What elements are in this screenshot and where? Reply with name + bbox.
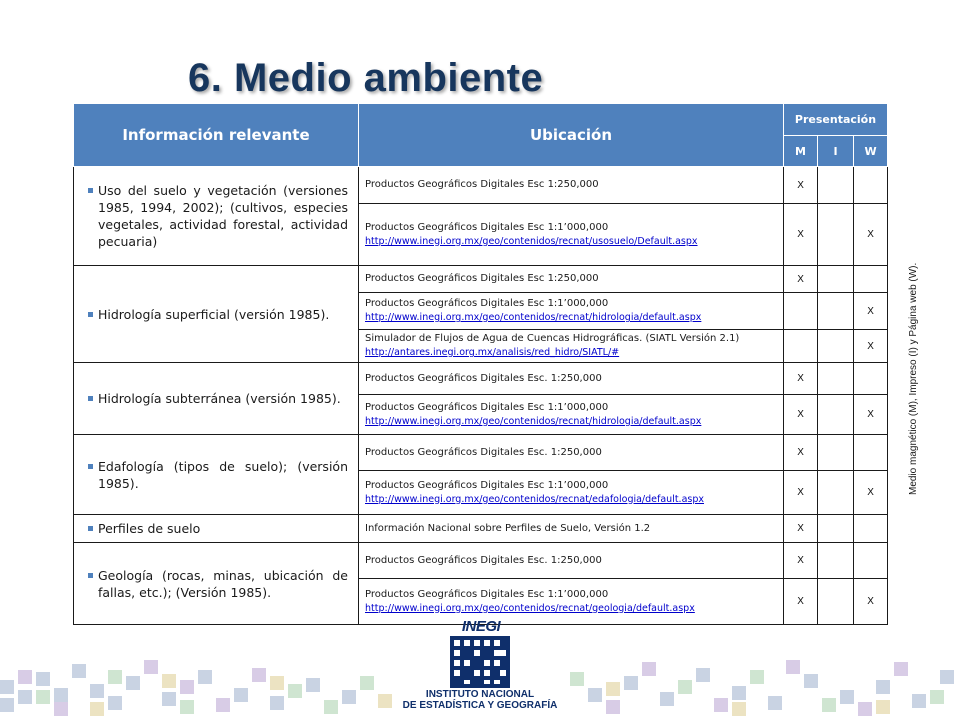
topic-label: Perfiles de suelo (98, 521, 201, 536)
location-cell (359, 435, 784, 471)
location-cell (359, 204, 784, 266)
logo-line1: INSTITUTO NACIONAL (425, 689, 535, 700)
location-link[interactable]: http://www.inegi.org.mx/geo/contenidos/recnat/hidrologia/default.aspx (365, 415, 702, 427)
location-label: Productos Geográficos Digitales Esc. 1:250,000 (365, 372, 602, 384)
mark-i (818, 363, 854, 395)
location-label: Productos Geográficos Digitales Esc. 1:250,000 (365, 554, 602, 566)
bullet-icon (88, 312, 93, 317)
mark-m: X (784, 579, 818, 625)
mark-i (818, 330, 854, 363)
mark-w (854, 167, 888, 204)
inegi-logo (400, 610, 560, 716)
mark-w: X (854, 579, 888, 625)
location-label: Productos Geográficos Digitales Esc. 1:250,000 (365, 446, 602, 458)
location-label: Productos Geográficos Digitales Esc 1:250,000 (365, 273, 599, 284)
header-presentation: Presentación (784, 104, 888, 136)
mark-i (818, 266, 854, 293)
mark-i (818, 167, 854, 204)
location-label: Productos Geográficos Digitales Esc 1:1’000,000 (365, 588, 609, 600)
location-label: Información Nacional sobre Perfiles de Suelo, Versión 1.2 (365, 522, 651, 534)
logo-line2: DE ESTADÍSTICA Y GEOGRAFÍA (402, 700, 558, 711)
presentation-legend (908, 235, 924, 495)
header-location: Ubicación (359, 104, 784, 167)
location-cell (359, 266, 784, 293)
mark-m: X (784, 471, 818, 515)
bullet-icon (88, 464, 93, 469)
mark-m: X (784, 204, 818, 266)
location-label: Productos Geográficos Digitales Esc 1:1’000,000 (365, 401, 609, 413)
header-info: Información relevante (74, 104, 359, 167)
topic-cell (74, 363, 359, 435)
location-label: Productos Geográficos Digitales Esc 1:1’000,000 (365, 298, 609, 309)
location-label: Simulador de Flujos de Agua de Cuencas Hidrográficas. (SIATL Versión 2.1) (365, 333, 740, 344)
topic-label: Hidrología superficial (versión 1985). (98, 306, 330, 322)
location-cell (359, 363, 784, 395)
location-cell (359, 330, 784, 363)
mark-m: X (784, 543, 818, 579)
presentation-legend-text: Medio magnético (M), Impreso (I) y Página web (W). (908, 262, 919, 495)
mark-i (818, 435, 854, 471)
table-row (74, 543, 888, 579)
bullet-icon (88, 396, 93, 401)
location-link[interactable]: http://www.inegi.org.mx/geo/contenidos/recnat/edafologia/default.aspx (365, 493, 704, 505)
mark-m (784, 293, 818, 330)
mark-w (854, 363, 888, 395)
table-row (74, 266, 888, 293)
location-cell (359, 395, 784, 435)
topic-cell (74, 266, 359, 363)
mark-m: X (784, 266, 818, 293)
mark-m: X (784, 395, 818, 435)
location-link[interactable]: http://www.inegi.org.mx/geo/contenidos/recnat/usosuelo/Default.aspx (365, 235, 698, 247)
location-link[interactable]: http://antares.inegi.org.mx/analisis/red_hidro/SIATL/# (365, 347, 620, 358)
mark-i (818, 204, 854, 266)
location-label: Productos Geográficos Digitales Esc 1:1’000,000 (365, 221, 609, 233)
mark-w: X (854, 395, 888, 435)
topic-label: Geología (rocas, minas, ubicación de fallas, etc.); (Versión 1985). (98, 567, 348, 600)
page-title: 6. Medio ambiente (188, 56, 544, 100)
mark-w: X (854, 293, 888, 330)
topic-cell (74, 515, 359, 543)
table-row (74, 435, 888, 471)
logo-wordmark: INEGI (461, 618, 501, 635)
location-label: Productos Geográficos Digitales Esc 1:250,000 (365, 179, 599, 190)
mark-m (784, 330, 818, 363)
mark-w (854, 435, 888, 471)
location-cell (359, 515, 784, 543)
topic-label: Hidrología subterránea (versión 1985). (98, 391, 341, 406)
topic-cell (74, 435, 359, 515)
mark-m: X (784, 167, 818, 204)
mark-i (818, 395, 854, 435)
mark-w (854, 515, 888, 543)
bullet-icon (88, 573, 93, 578)
location-link[interactable]: http://www.inegi.org.mx/geo/contenidos/recnat/geologia/default.aspx (365, 602, 695, 614)
logo-grid-icon (450, 636, 510, 688)
bullet-icon (88, 188, 93, 193)
topic-label: Edafología (tipos de suelo); (versión 1985). (98, 458, 348, 491)
header-col-m: M (784, 136, 818, 167)
mark-i (818, 543, 854, 579)
bullet-icon (88, 526, 93, 531)
header-col-i: I (818, 136, 854, 167)
location-label: Productos Geográficos Digitales Esc 1:1’000,000 (365, 479, 609, 491)
mark-i (818, 471, 854, 515)
location-cell (359, 293, 784, 330)
mark-m: X (784, 363, 818, 395)
info-table (73, 103, 888, 625)
topic-cell (74, 543, 359, 625)
table-row (74, 363, 888, 395)
topic-cell (74, 167, 359, 266)
header-col-w: W (854, 136, 888, 167)
mark-m: X (784, 515, 818, 543)
mark-i (818, 293, 854, 330)
location-link[interactable]: http://www.inegi.org.mx/geo/contenidos/recnat/hidrologia/default.aspx (365, 312, 702, 323)
location-cell (359, 167, 784, 204)
mark-m: X (784, 435, 818, 471)
table-row (74, 515, 888, 543)
mark-w (854, 543, 888, 579)
table-row (74, 167, 888, 204)
topic-label: Uso del suelo y vegetación (versiones 1985, 1994, 2002); (cultivos, especies vegetales, actividad forestal, actividad pecuaria) (98, 183, 348, 249)
mark-i (818, 579, 854, 625)
location-cell (359, 543, 784, 579)
mark-w: X (854, 330, 888, 363)
mark-i (818, 515, 854, 543)
mark-w (854, 266, 888, 293)
mark-w: X (854, 204, 888, 266)
mark-w: X (854, 471, 888, 515)
location-cell (359, 471, 784, 515)
